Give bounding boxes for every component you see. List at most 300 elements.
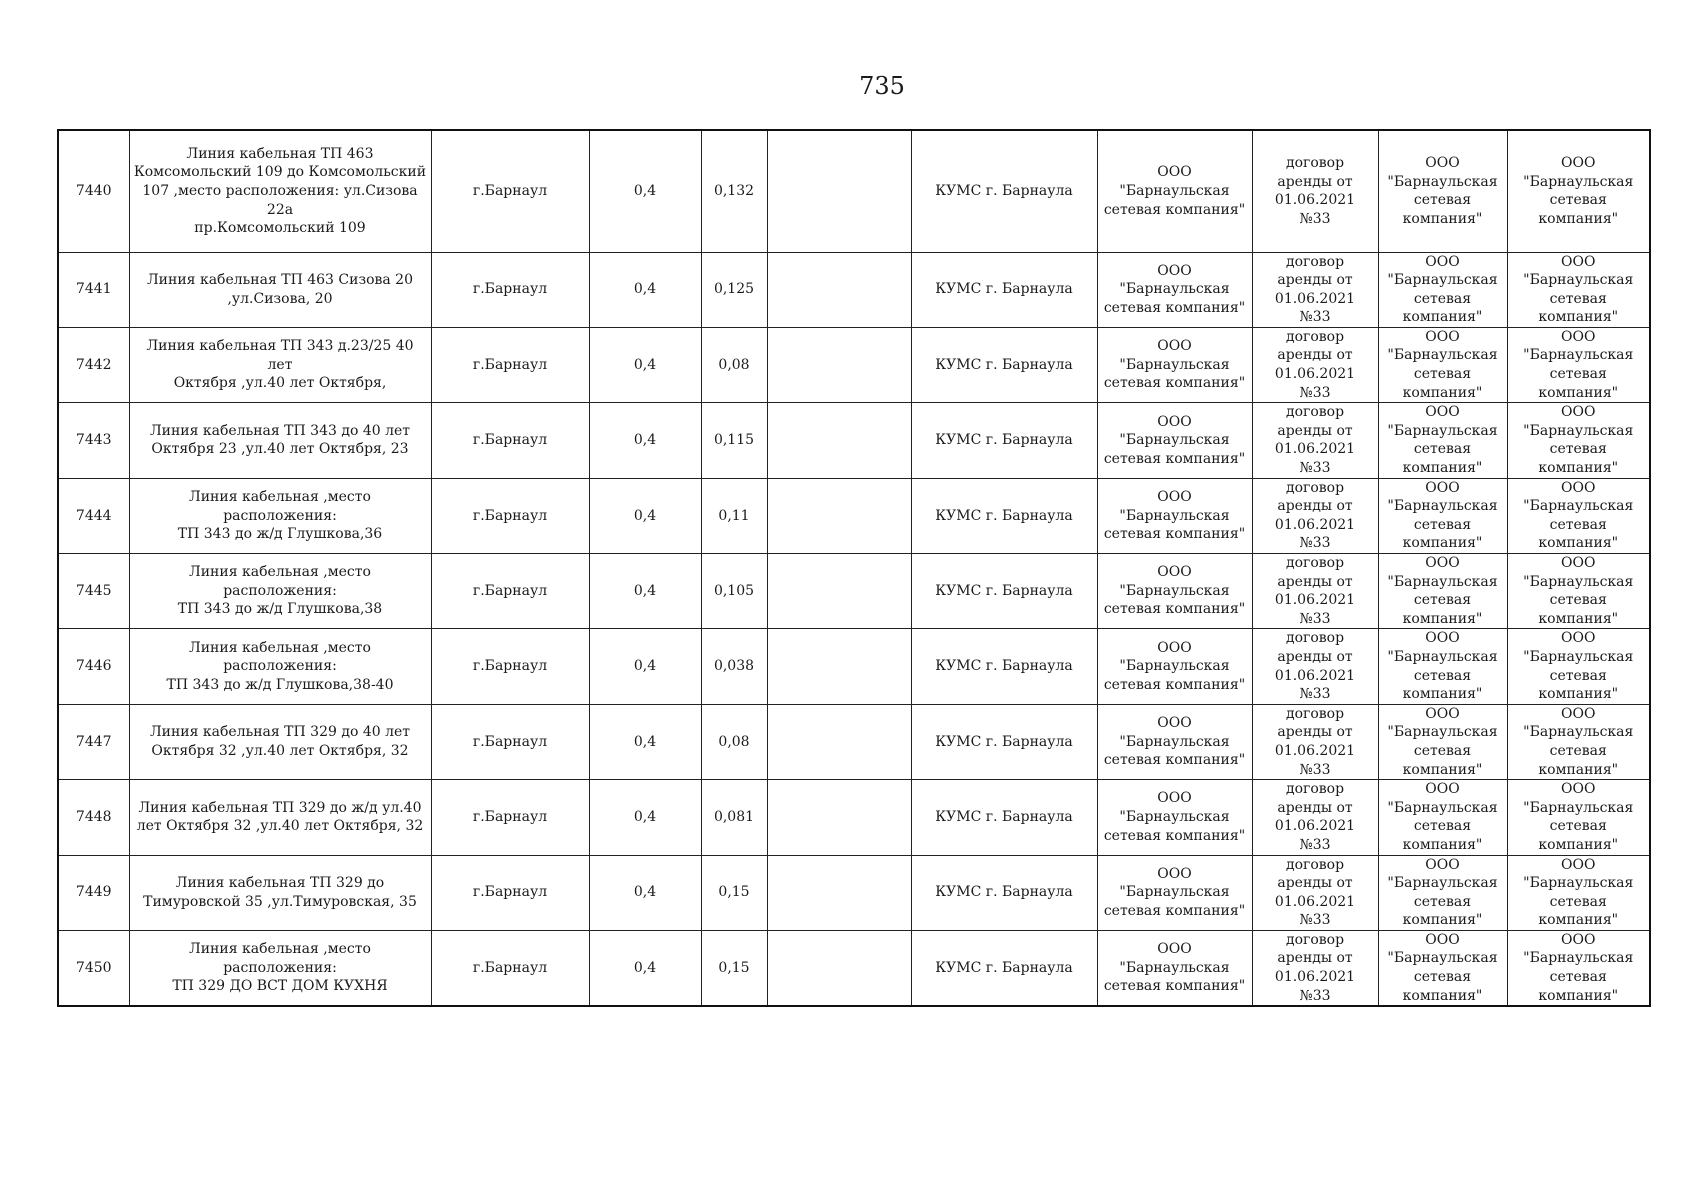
city-cell: г.Барнаул: [431, 930, 589, 1006]
object-name-line: Тимуровской 35 ,ул.Тимуровская, 35: [143, 893, 417, 910]
holder-cell: [1097, 403, 1252, 478]
basis-line: аренды от: [1277, 422, 1353, 439]
voltage-cell: 0,4: [589, 554, 701, 629]
length-cell: 0,038: [701, 629, 767, 704]
basis-line: договор: [1285, 856, 1345, 873]
maintainer-line: компания": [1538, 535, 1619, 552]
row-number-cell: 7442: [58, 327, 129, 402]
holder-line: "Барнаульская: [1119, 356, 1230, 373]
maintainer-line: ООО: [1561, 705, 1596, 722]
holder-cell: [1097, 780, 1252, 855]
basis-line: 01.06.2021: [1274, 592, 1356, 609]
holder-line: сетевая компания": [1103, 676, 1246, 693]
operator-line: компания": [1402, 912, 1483, 929]
operator-line: сетевая: [1413, 192, 1472, 209]
maintainer-line: сетевая: [1549, 818, 1607, 835]
operator-line: сетевая: [1413, 742, 1472, 759]
holder-line: сетевая компания": [1103, 902, 1246, 919]
city-cell: г.Барнаул: [431, 403, 589, 478]
operator-line: "Барнаульская: [1387, 648, 1498, 665]
table-row: [58, 855, 1650, 930]
maintainer-line: компания": [1538, 987, 1619, 1004]
empty-cell: [767, 554, 911, 629]
object-name-cell: [129, 629, 431, 704]
operator-cell: [1378, 252, 1507, 327]
object-name-line: ТП 329 ДО ВСТ ДОМ КУХНЯ: [172, 978, 388, 995]
empty-cell: [767, 130, 911, 252]
basis-line: аренды от: [1277, 498, 1353, 515]
operator-line: ООО: [1425, 155, 1460, 172]
table-row: [58, 403, 1650, 478]
maintainer-line: ООО: [1561, 630, 1596, 647]
empty-cell: [767, 478, 911, 553]
length-cell: 0,15: [701, 855, 767, 930]
basis-line: №33: [1299, 384, 1331, 401]
holder-line: сетевая компания": [1103, 299, 1246, 316]
operator-line: компания": [1402, 309, 1483, 326]
operator-line: ООО: [1425, 705, 1460, 722]
operator-cell: [1378, 554, 1507, 629]
object-name-cell: [129, 780, 431, 855]
operator-line: компания": [1402, 384, 1483, 401]
basis-cell: [1252, 855, 1378, 930]
table-row: [58, 780, 1650, 855]
basis-cell: [1252, 403, 1378, 478]
basis-line: договор: [1285, 555, 1345, 571]
holder-line: сетевая компания": [1103, 450, 1246, 467]
maintainer-cell: [1507, 130, 1650, 252]
maintainer-cell: [1507, 478, 1650, 553]
maintainer-line: компания": [1538, 309, 1619, 326]
basis-line: договор: [1285, 155, 1345, 172]
row-number-cell: 7448: [58, 780, 129, 855]
basis-line: 01.06.2021: [1274, 441, 1356, 458]
city-cell: г.Барнаул: [431, 629, 589, 704]
voltage-cell: 0,4: [589, 403, 701, 478]
operator-line: "Барнаульская: [1387, 498, 1498, 515]
maintainer-line: "Барнаульская: [1523, 498, 1634, 515]
holder-line: "Барнаульская: [1119, 733, 1230, 750]
operator-line: компания": [1402, 987, 1483, 1004]
basis-line: аренды от: [1277, 950, 1353, 967]
maintainer-cell: [1507, 930, 1650, 1006]
operator-line: ООО: [1425, 781, 1460, 798]
city-cell: г.Барнаул: [431, 780, 589, 855]
maintainer-line: ООО: [1561, 155, 1596, 172]
object-name-cell: [129, 554, 431, 629]
object-name-line: 107 ,место расположения: ул.Сизова 22а: [142, 182, 418, 218]
object-name-line: ,ул.Сизова, 20: [227, 290, 333, 307]
maintainer-line: ООО: [1561, 253, 1596, 270]
object-name-cell: [129, 855, 431, 930]
basis-cell: [1252, 252, 1378, 327]
operator-line: "Барнаульская: [1387, 272, 1498, 289]
maintainer-line: ООО: [1561, 931, 1596, 948]
basis-cell: [1252, 130, 1378, 252]
basis-line: аренды от: [1277, 648, 1353, 665]
voltage-cell: 0,4: [589, 855, 701, 930]
maintainer-line: сетевая: [1549, 192, 1607, 209]
maintainer-line: "Барнаульская: [1523, 950, 1634, 967]
voltage-cell: 0,4: [589, 930, 701, 1006]
maintainer-line: сетевая: [1549, 742, 1607, 759]
length-cell: 0,11: [701, 478, 767, 553]
operator-line: компания": [1402, 535, 1483, 552]
length-cell: 0,105: [701, 554, 767, 629]
length-cell: 0,115: [701, 403, 767, 478]
basis-line: аренды от: [1277, 875, 1353, 892]
basis-line: 01.06.2021: [1274, 818, 1356, 835]
operator-line: ООО: [1425, 253, 1460, 270]
maintainer-line: сетевая: [1549, 516, 1607, 533]
owner-cell: КУМС г. Барнаула: [911, 855, 1097, 930]
basis-line: №33: [1299, 535, 1331, 552]
holder-cell: [1097, 252, 1252, 327]
operator-line: "Барнаульская: [1387, 173, 1498, 190]
operator-cell: [1378, 704, 1507, 779]
object-name-line: Линия кабельная ТП 343 д.23/25 40 лет: [146, 338, 414, 373]
basis-line: 01.06.2021: [1274, 192, 1356, 209]
city-cell: г.Барнаул: [431, 704, 589, 779]
object-name-line: Линия кабельная ТП 343 до 40 лет: [149, 422, 411, 439]
operator-line: ООО: [1425, 630, 1460, 647]
maintainer-cell: [1507, 780, 1650, 855]
holder-line: сетевая компания": [1103, 526, 1246, 543]
operator-line: ООО: [1425, 479, 1460, 496]
maintainer-line: ООО: [1561, 856, 1596, 873]
operator-line: компания": [1402, 836, 1483, 853]
basis-line: аренды от: [1277, 272, 1353, 289]
maintainer-line: "Барнаульская: [1523, 724, 1634, 741]
length-cell: 0,08: [701, 704, 767, 779]
operator-line: ООО: [1425, 931, 1460, 948]
maintainer-cell: [1507, 252, 1650, 327]
city-cell: г.Барнаул: [431, 327, 589, 402]
operator-cell: [1378, 855, 1507, 930]
basis-cell: [1252, 704, 1378, 779]
basis-line: 01.06.2021: [1274, 742, 1356, 759]
object-name-cell: [129, 252, 431, 327]
maintainer-cell: [1507, 855, 1650, 930]
voltage-cell: 0,4: [589, 478, 701, 553]
operator-cell: [1378, 629, 1507, 704]
length-cell: 0,08: [701, 327, 767, 402]
operator-line: компания": [1402, 610, 1483, 627]
basis-line: №33: [1299, 761, 1331, 778]
basis-line: аренды от: [1277, 347, 1353, 364]
basis-line: №33: [1299, 686, 1331, 703]
basis-line: договор: [1285, 328, 1345, 345]
object-name-cell: [129, 327, 431, 402]
maintainer-line: "Барнаульская: [1523, 422, 1634, 439]
row-number-cell: 7450: [58, 930, 129, 1006]
basis-cell: [1252, 327, 1378, 402]
operator-cell: [1378, 780, 1507, 855]
object-name-line: ТП 343 до ж/д Глушкова,36: [177, 526, 383, 543]
operator-cell: [1378, 403, 1507, 478]
maintainer-line: компания": [1538, 210, 1619, 227]
basis-line: договор: [1285, 630, 1345, 647]
operator-line: сетевая: [1413, 516, 1472, 533]
maintainer-line: сетевая: [1549, 441, 1607, 458]
basis-line: 01.06.2021: [1274, 667, 1356, 684]
operator-line: "Барнаульская: [1387, 875, 1498, 892]
maintainer-line: сетевая: [1549, 592, 1607, 609]
voltage-cell: 0,4: [589, 130, 701, 252]
basis-cell: [1252, 930, 1378, 1006]
holder-line: ООО: [1157, 790, 1192, 807]
maintainer-line: компания": [1538, 836, 1619, 853]
voltage-cell: 0,4: [589, 327, 701, 402]
operator-line: сетевая: [1413, 667, 1472, 684]
operator-line: ООО: [1425, 856, 1460, 873]
object-name-line: Октября 32 ,ул.40 лет Октября, 32: [151, 742, 409, 759]
basis-line: договор: [1285, 253, 1345, 270]
operator-line: компания": [1402, 210, 1483, 227]
basis-line: 01.06.2021: [1274, 969, 1356, 986]
maintainer-cell: [1507, 403, 1650, 478]
maintainer-line: "Барнаульская: [1523, 347, 1634, 364]
maintainer-line: "Барнаульская: [1523, 799, 1634, 816]
owner-cell: КУМС г. Барнаула: [911, 704, 1097, 779]
maintainer-line: ООО: [1561, 328, 1596, 345]
maintainer-cell: [1507, 327, 1650, 402]
holder-line: "Барнаульская: [1119, 507, 1230, 524]
city-cell: г.Барнаул: [431, 554, 589, 629]
operator-line: сетевая: [1413, 969, 1472, 986]
empty-cell: [767, 252, 911, 327]
holder-cell: [1097, 554, 1252, 629]
operator-line: "Барнаульская: [1387, 950, 1498, 967]
city-cell: г.Барнаул: [431, 855, 589, 930]
operator-line: ООО: [1425, 328, 1460, 345]
owner-cell: КУМС г. Барнаула: [911, 554, 1097, 629]
maintainer-line: "Барнаульская: [1523, 272, 1634, 289]
owner-cell: КУМС г. Барнаула: [911, 403, 1097, 478]
basis-line: №33: [1299, 309, 1331, 326]
empty-cell: [767, 403, 911, 478]
voltage-cell: 0,4: [589, 780, 701, 855]
maintainer-cell: [1507, 704, 1650, 779]
holder-line: ООО: [1157, 262, 1192, 279]
object-name-line: Линия кабельная ТП 329 до: [175, 875, 385, 892]
holder-cell: [1097, 930, 1252, 1006]
registry-table: [57, 129, 1651, 1007]
basis-cell: [1252, 629, 1378, 704]
basis-line: аренды от: [1277, 799, 1353, 816]
table-row: [58, 252, 1650, 327]
holder-line: ООО: [1157, 338, 1192, 355]
object-name-line: Октября ,ул.40 лет Октября,: [173, 375, 387, 392]
basis-line: 01.06.2021: [1274, 516, 1356, 533]
object-name-line: пр.Комсомольский 109: [194, 220, 366, 237]
holder-cell: [1097, 130, 1252, 252]
operator-line: компания": [1402, 460, 1483, 477]
object-name-line: Октября 23 ,ул.40 лет Октября, 23: [151, 441, 409, 458]
object-name-line: Линия кабельная ,место расположения:: [189, 564, 371, 599]
owner-cell: КУМС г. Барнаула: [911, 629, 1097, 704]
basis-line: договор: [1285, 705, 1345, 722]
owner-cell: КУМС г. Барнаула: [911, 130, 1097, 252]
object-name-line: Линия кабельная ,место расположения:: [189, 941, 371, 976]
holder-line: ООО: [1157, 865, 1192, 882]
holder-line: ООО: [1157, 488, 1192, 505]
voltage-cell: 0,4: [589, 252, 701, 327]
operator-line: сетевая: [1413, 290, 1472, 307]
page-number: 735: [859, 72, 905, 100]
city-cell: г.Барнаул: [431, 478, 589, 553]
owner-cell: КУМС г. Барнаула: [911, 780, 1097, 855]
holder-cell: [1097, 629, 1252, 704]
length-cell: 0,15: [701, 930, 767, 1006]
owner-cell: КУМС г. Барнаула: [911, 478, 1097, 553]
maintainer-line: "Барнаульская: [1523, 173, 1634, 190]
owner-cell: КУМС г. Барнаула: [911, 252, 1097, 327]
object-name-cell: [129, 704, 431, 779]
holder-cell: [1097, 327, 1252, 402]
operator-line: "Барнаульская: [1387, 724, 1498, 741]
holder-line: ООО: [1157, 413, 1192, 430]
holder-line: ООО: [1157, 715, 1192, 732]
empty-cell: [767, 629, 911, 704]
maintainer-line: "Барнаульская: [1523, 875, 1634, 892]
city-cell: г.Барнаул: [431, 252, 589, 327]
basis-cell: [1252, 554, 1378, 629]
maintainer-line: сетевая: [1549, 667, 1607, 684]
maintainer-line: компания": [1538, 460, 1619, 477]
holder-line: "Барнаульская: [1119, 182, 1230, 199]
empty-cell: [767, 930, 911, 1006]
basis-line: 01.06.2021: [1274, 366, 1356, 383]
length-cell: 0,125: [701, 252, 767, 327]
row-number-cell: 7446: [58, 629, 129, 704]
object-name-line: лет Октября 32 ,ул.40 лет Октября, 32: [136, 818, 424, 835]
operator-line: компания": [1402, 761, 1483, 778]
operator-line: "Барнаульская: [1387, 573, 1498, 590]
basis-line: №33: [1299, 836, 1331, 853]
maintainer-line: ООО: [1561, 555, 1596, 571]
empty-cell: [767, 327, 911, 402]
basis-line: №33: [1299, 912, 1331, 929]
maintainer-line: сетевая: [1549, 366, 1607, 383]
row-number-cell: 7445: [58, 554, 129, 629]
maintainer-line: компания": [1538, 761, 1619, 778]
basis-line: №33: [1299, 210, 1331, 227]
basis-line: 01.06.2021: [1274, 893, 1356, 910]
operator-cell: [1378, 930, 1507, 1006]
object-name-line: Линия кабельная ТП 463 Сизова 20: [146, 272, 413, 289]
holder-line: сетевая компания": [1103, 375, 1246, 392]
basis-line: договор: [1285, 931, 1345, 948]
empty-cell: [767, 704, 911, 779]
row-number-cell: 7444: [58, 478, 129, 553]
row-number-cell: 7443: [58, 403, 129, 478]
length-cell: 0,132: [701, 130, 767, 252]
table-row: [58, 704, 1650, 779]
object-name-line: Линия кабельная ТП 329 до 40 лет: [149, 724, 411, 741]
holder-line: сетевая компания": [1103, 201, 1246, 218]
table-row: [58, 629, 1650, 704]
row-number-cell: 7440: [58, 130, 129, 252]
basis-cell: [1252, 780, 1378, 855]
operator-cell: [1378, 327, 1507, 402]
maintainer-line: компания": [1538, 912, 1619, 929]
operator-line: "Барнаульская: [1387, 347, 1498, 364]
holder-line: ООО: [1157, 941, 1192, 958]
voltage-cell: 0,4: [589, 629, 701, 704]
object-name-cell: [129, 130, 431, 252]
basis-line: аренды от: [1277, 573, 1353, 590]
holder-line: сетевая компания": [1103, 827, 1246, 844]
owner-cell: КУМС г. Барнаула: [911, 930, 1097, 1006]
object-name-cell: [129, 930, 431, 1006]
object-name-line: Линия кабельная ТП 329 до ж/д ул.40: [138, 799, 422, 816]
holder-line: "Барнаульская: [1119, 432, 1230, 449]
holder-line: "Барнаульская: [1119, 809, 1230, 826]
length-cell: 0,081: [701, 780, 767, 855]
holder-line: "Барнаульская: [1119, 884, 1230, 901]
owner-cell: КУМС г. Барнаула: [911, 327, 1097, 402]
row-number-cell: 7447: [58, 704, 129, 779]
object-name-line: Комсомольский 109 до Комсомольский: [133, 164, 427, 181]
operator-cell: [1378, 130, 1507, 252]
maintainer-line: компания": [1538, 686, 1619, 703]
table-row: [58, 327, 1650, 402]
maintainer-line: ООО: [1561, 404, 1596, 421]
basis-line: №33: [1299, 610, 1331, 627]
table-body: [58, 130, 1650, 1006]
operator-line: "Барнаульская: [1387, 422, 1498, 439]
basis-line: №33: [1299, 987, 1331, 1004]
operator-line: "Барнаульская: [1387, 799, 1498, 816]
maintainer-cell: [1507, 629, 1650, 704]
operator-cell: [1378, 478, 1507, 553]
object-name-cell: [129, 478, 431, 553]
row-number-cell: 7441: [58, 252, 129, 327]
operator-line: ООО: [1425, 404, 1460, 421]
maintainer-line: сетевая: [1549, 893, 1607, 910]
operator-line: сетевая: [1413, 818, 1472, 835]
operator-line: сетевая: [1413, 592, 1472, 609]
object-name-line: ТП 343 до ж/д Глушкова,38: [177, 601, 383, 618]
voltage-cell: 0,4: [589, 704, 701, 779]
basis-line: договор: [1285, 404, 1345, 421]
city-cell: г.Барнаул: [431, 130, 589, 252]
basis-cell: [1252, 478, 1378, 553]
maintainer-line: компания": [1538, 384, 1619, 401]
maintainer-line: "Барнаульская: [1523, 648, 1634, 665]
maintainer-line: "Барнаульская: [1523, 573, 1634, 590]
table-row: [58, 478, 1650, 553]
maintainer-line: сетевая: [1549, 969, 1607, 986]
holder-cell: [1097, 478, 1252, 553]
maintainer-line: сетевая: [1549, 290, 1607, 307]
holder-line: сетевая компания": [1103, 752, 1246, 769]
basis-line: 01.06.2021: [1274, 290, 1356, 307]
row-number-cell: 7449: [58, 855, 129, 930]
empty-cell: [767, 855, 911, 930]
holder-line: "Барнаульская: [1119, 959, 1230, 976]
object-name-line: Линия кабельная ТП 463: [186, 145, 374, 162]
table-row: [58, 930, 1650, 1006]
holder-line: ООО: [1157, 164, 1192, 181]
object-name-cell: [129, 403, 431, 478]
maintainer-line: ООО: [1561, 781, 1596, 798]
holder-line: ООО: [1157, 639, 1192, 656]
object-name-line: Линия кабельная ,место расположения:: [189, 488, 371, 524]
basis-line: договор: [1285, 479, 1345, 496]
maintainer-cell: [1507, 554, 1650, 629]
